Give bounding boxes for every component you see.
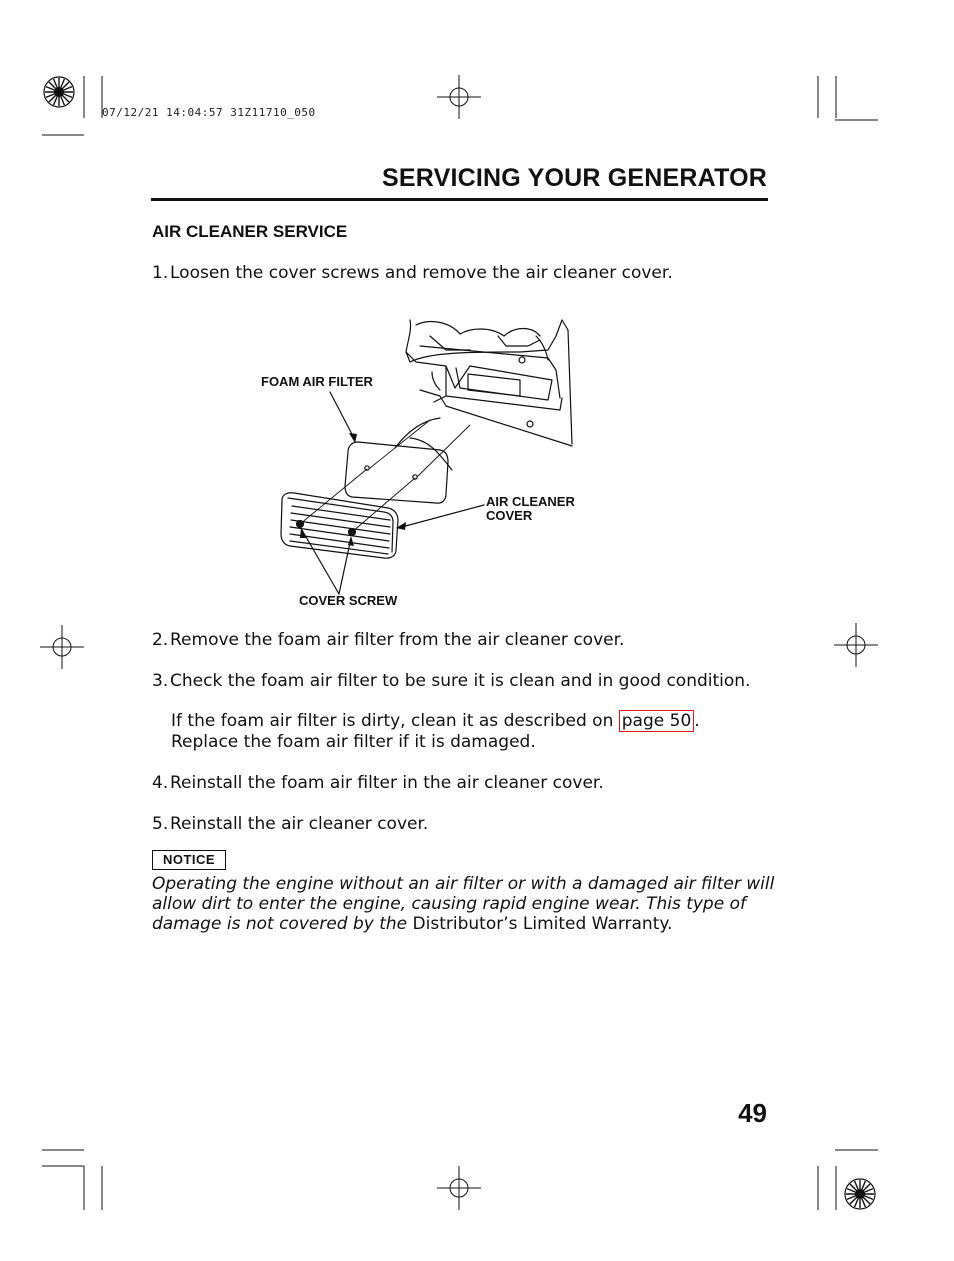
step-2 xyxy=(152,630,624,650)
label-air-cleaner-cover-line2: COVER xyxy=(486,508,533,523)
step-number: 4. xyxy=(152,773,169,793)
step-4 xyxy=(152,773,604,793)
page-50-link[interactable]: page 50 xyxy=(619,710,695,732)
notice-warranty-text: Distributor’s Limited Warranty. xyxy=(412,914,673,934)
step-3-note-line1 xyxy=(171,711,700,731)
step-number: 2. xyxy=(152,630,169,650)
label-cover-screw: COVER SCREW xyxy=(299,593,398,608)
notice-italic-text: Operating the engine without an air filter or with a damaged air filter will allow dirt to enter the engine, causing rapid engine wear. This type of damage is not covered by the xyxy=(152,874,775,934)
note-text: If the foam air filter is dirty, clean it as described on xyxy=(171,711,614,731)
page-title: SERVICING YOUR GENERATOR xyxy=(382,164,767,192)
label-foam-air-filter: FOAM AIR FILTER xyxy=(261,374,373,389)
step-text: Loosen the cover screws and remove the air cleaner cover. xyxy=(170,263,673,283)
notice-label: NOTICE xyxy=(152,850,226,870)
step-text: Check the foam air filter to be sure it is clean and in good condition. xyxy=(170,671,751,691)
print-timestamp: 07/12/21 14:04:57 31Z11710_050 xyxy=(102,106,316,119)
page-number: 49 xyxy=(738,1098,767,1128)
step-number: 5. xyxy=(152,814,169,834)
step-text: Reinstall the air cleaner cover. xyxy=(170,814,429,834)
step-3-note-line2: Replace the foam air filter if it is damaged. xyxy=(171,732,536,752)
step-number: 3. xyxy=(152,671,169,691)
label-air-cleaner-cover-line1: AIR CLEANER xyxy=(486,494,575,509)
step-number: 1. xyxy=(152,263,169,283)
step-5 xyxy=(152,814,428,834)
step-3 xyxy=(152,671,750,691)
step-text: Remove the foam air filter from the air cleaner cover. xyxy=(170,630,625,650)
section-title: AIR CLEANER SERVICE xyxy=(152,222,348,241)
step-text: Reinstall the foam air filter in the air cleaner cover. xyxy=(170,773,604,793)
note-period: . xyxy=(694,711,700,731)
notice-text xyxy=(152,874,782,934)
